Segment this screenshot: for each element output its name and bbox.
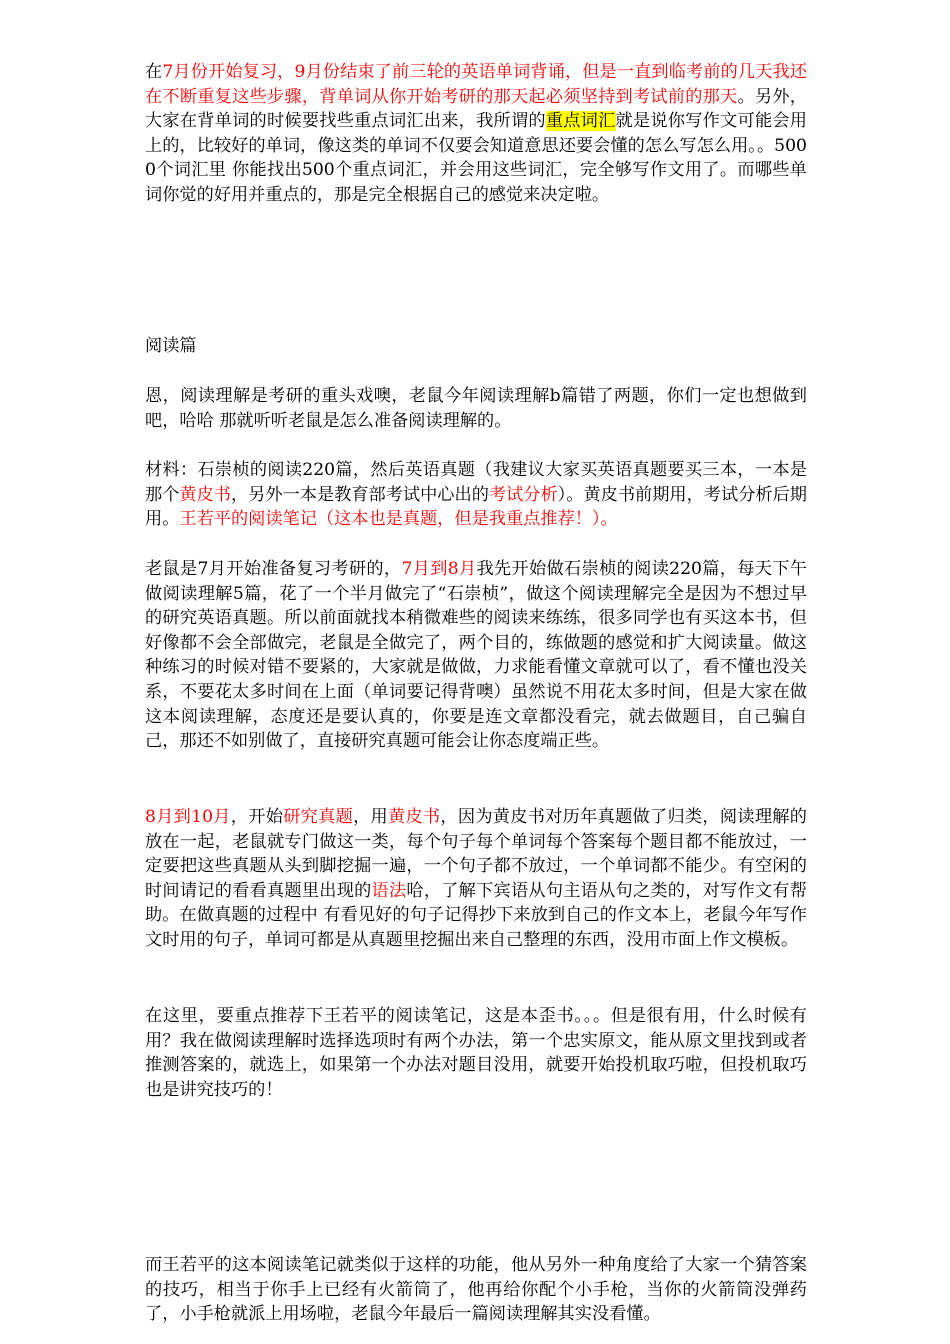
text-run: 哈，了解下宾语从句主语从句之类的，对写作文有帮助。在做真题的过程中 有看见好的句子记得抄下来放到自己的作文本上，老鼠今年写作文时用的句子，单词可都是从真题里挖掘出来自己整理的东西，没用市面上作文模板。: [145, 880, 807, 950]
red-emphasis-text: 7月到8月: [401, 559, 477, 579]
text-run: ，另外一本是教育部考试中心出的: [230, 484, 489, 505]
text-run: 材料：石崇桢的阅读220篇，然后英语真题（我建议大家买英语真题要买三本，一本是那个: [145, 460, 807, 505]
red-emphasis-text: 8月到10月: [145, 807, 231, 827]
paragraph-notes-function: 而王若平的这本阅读笔记就类似于这样的功能，他从另外一种角度给了大家一个猜答案的技巧，相当于你手上已经有火箭筒了，他再给你配个小手枪，当你的火箭筒没弹药了，小手枪就派上用场啦，老鼠今年最后一篇阅读理解其实没看懂。: [145, 1255, 807, 1325]
paragraph-reading-intro: 恩，阅读理解是考研的重头戏噢，老鼠今年阅读理解b篇错了两题，你们一定也想做到吧，哈哈 那就听听老鼠是怎么准备阅读理解的。: [145, 386, 807, 431]
text-run: ）。黄皮书前期用，考试分析后期用。: [145, 484, 807, 530]
paragraph-august-october: [145, 805, 807, 953]
text-run: 在: [145, 62, 163, 82]
paragraph-july-august: [145, 557, 807, 754]
text-run: 就是说你写作文可能会用上的，比较好的单词，像这类的单词不仅要会知道意思还要会懂的怎么写怎么用。。5000个词汇里 你能找出500个重点词汇，并会用这些词汇，完全够写作文用了。而哪些单词你觉的好用并重点的，那是完全根据自己的感觉来决定啦。: [145, 111, 807, 205]
highlighted-term: 重点词汇: [545, 111, 616, 132]
red-emphasis-text: 考试分析: [488, 484, 558, 505]
paragraph-materials: [145, 458, 807, 532]
red-emphasis-text: 研究真题: [283, 807, 354, 827]
paragraph-vocab-review: [145, 60, 807, 208]
section-heading: 阅读篇: [145, 336, 197, 356]
text-run: ，开始: [230, 807, 284, 827]
red-emphasis-text: 语法: [371, 880, 407, 901]
red-emphasis-text: 黄皮书: [179, 484, 231, 505]
text-run: 。另外，大家在背单词的时候要找些重点词汇出来，我所谓的: [145, 86, 807, 132]
text-run: ，因为黄皮书对历年真题做了归类，阅读理解的放在一起，老鼠就专门做这一类，每个句子每个单词每个答案每个题目都不能放过，一定要把这些真题从头到脚挖掘一遍，一个句子都不放过，一个单词都不能少。有空闲的时间请记的看看真题里出现的: [145, 807, 807, 901]
red-emphasis-text: 王若平的阅读笔记（这本也是真题，但是我重点推荐！）。: [179, 509, 618, 530]
text-run: 老鼠是7月开始准备复习考研的，: [145, 559, 402, 579]
red-emphasis-text: 黄皮书: [388, 807, 441, 827]
text-run: ，用: [353, 807, 388, 827]
text-run: 我先开始做石崇桢的阅读220篇，每天下午做阅读理解5篇，花了一个半月做完了“石崇桢”，做这个阅读理解完全是因为不想过早的研究英语真题。所以前面就找本稍微难些的阅读来练练，很多同学也有买这本书，但好像都不会全部做完，老鼠是全做完了，两个目的，练做题的感觉和扩大阅读量。做这种练习的时候对错不要紧的，大家就是做做，力求能看懂文章就可以了，看不懂也没关系，不要花太多时间在上面（单词要记得背噢）虽然说不用花太多时间，但是大家在做这本阅读理解，态度还是要认真的，你要是连文章都没看完，就去做题目，自己骗自己，那还不如别做了，直接研究真题可能会让你态度端正些。: [145, 559, 808, 752]
paragraph-recommendation: 在这里，要重点推荐下王若平的阅读笔记，这是本歪书。。。但是很有用，什么时候有用？我在做阅读理解时选择选项时有两个办法，第一个忠实原文，能从原文里找到或者推测答案的，就选上，如果第一个办法对题目没用，就要开始投机取巧啦，但投机取巧也是讲究技巧的！: [145, 1006, 807, 1100]
red-emphasis-text: 7月份开始复习，9月份结束了前三轮的英语单词背诵，但是一直到临考前的几天我还在不断重复这些步骤，背单词从你开始考研的那天起必须坚持到考试前的那天: [145, 62, 807, 107]
